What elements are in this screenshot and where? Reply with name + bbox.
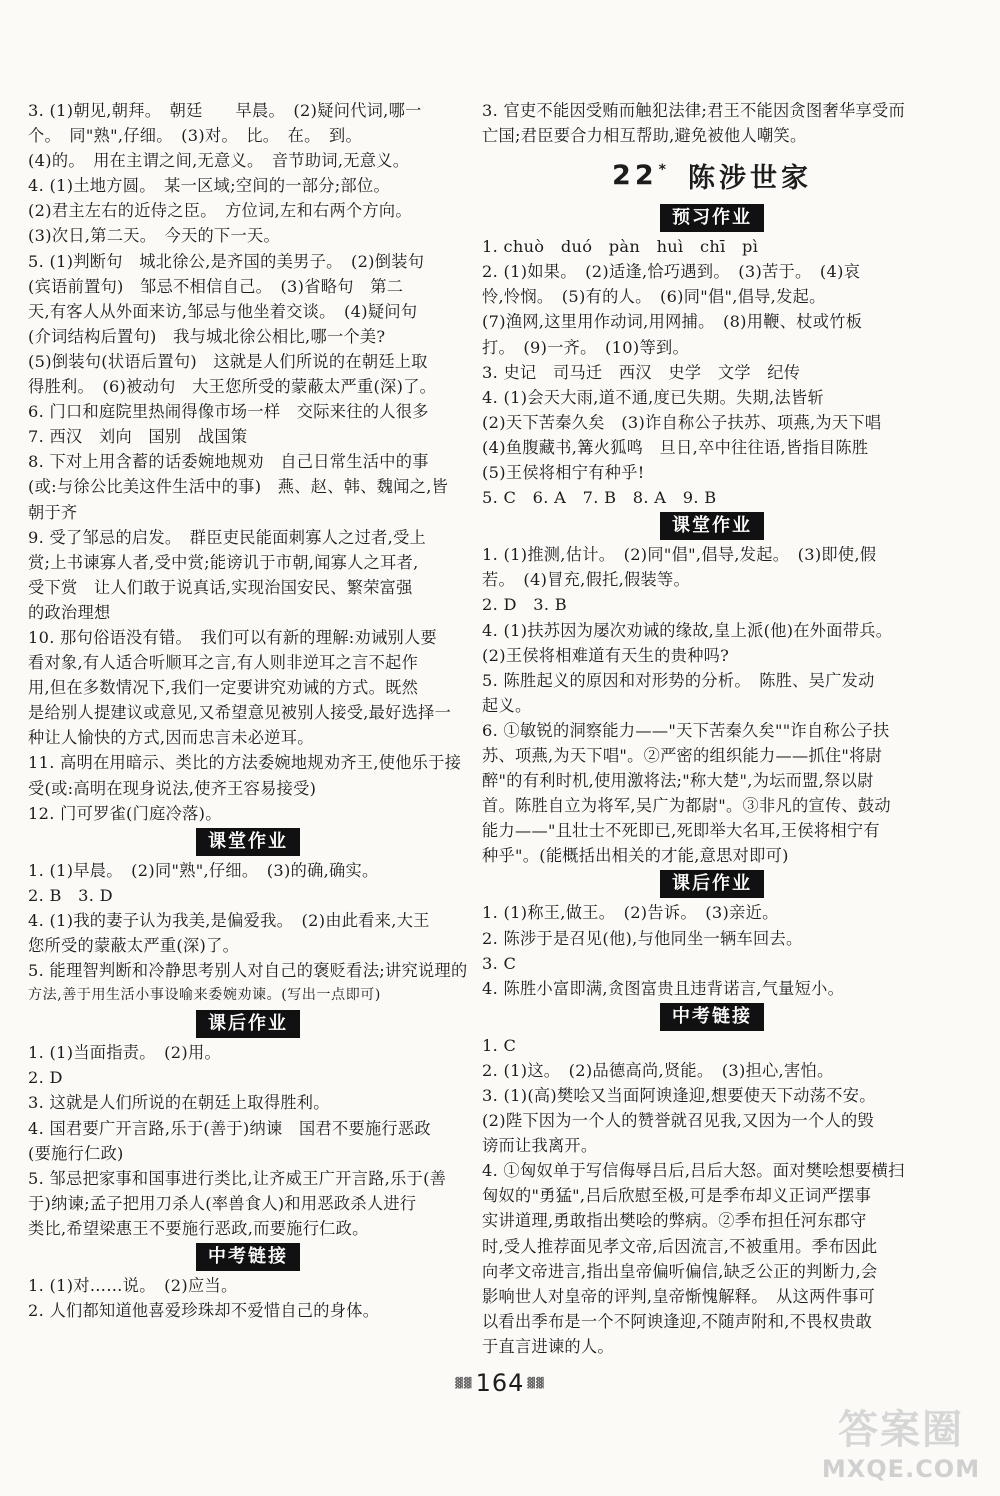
answer-line: (2)陛下因为一个人的赞誉就召见我,又因为一个人的毁	[482, 1111, 874, 1131]
answer-line: 3. 这就是人们所说的在朝廷上取得胜利。	[28, 1093, 330, 1113]
answer-line: 种乎"。(能概括出相关的才能,意思对即可)	[482, 846, 789, 866]
answer-line: 7. 西汉 刘向 国别 战国策	[28, 427, 248, 447]
answer-line: 2. (1)这。 (2)品德高尚,贤能。 (3)担心,害怕。	[482, 1060, 834, 1080]
answer-line: 12. 门可罗雀(门庭冷落)。	[28, 803, 222, 823]
answer-line: 5. 能理智判断和冷静思考别人对自己的褒贬看法;讲究说理的	[28, 961, 468, 981]
answer-line: (4)鱼腹藏书,篝火狐鸣 旦日,卒中往往语,皆指目陈胜	[482, 437, 869, 457]
answer-line: (2)王侯将相难道有天生的贵种吗?	[482, 645, 730, 665]
answer-line: 3. (1)(高)樊哙又当面阿谀逢迎,想要使天下动荡不安。	[482, 1086, 876, 1105]
answer-line: 8. 下对上用含蓄的话委婉地规劝 自己日常生活中的事	[28, 452, 429, 472]
answer-line: 于直言进谏的人。	[482, 1336, 614, 1356]
lesson-number	[612, 160, 670, 191]
page-number-ornament-left: ▓▓	[455, 1377, 473, 1389]
section-heading	[482, 202, 942, 234]
answer-line: 方法,善于用生活小事设喻来委婉劝谏。(写出一点即可)	[28, 987, 381, 1004]
answer-line: 向孝文帝进言,指出皇帝偏听偏信,缺乏公正的判断力,会	[482, 1261, 878, 1281]
answer-line: 2. D	[28, 1068, 63, 1088]
lesson-number-text: 22	[612, 159, 658, 191]
answer-line: 起义。	[482, 695, 532, 715]
answer-line: 类比,希望梁惠王不要施行恶政,而要施行仁政。	[28, 1218, 369, 1238]
watermark	[812, 1392, 990, 1488]
answer-line: (或:与徐公比美这件生活中的事) 燕、赵、韩、魏闻之,皆	[28, 477, 449, 497]
section-heading-label: 课堂作业	[196, 828, 300, 856]
left-column	[28, 98, 468, 1323]
answer-line: 个。 同"熟",仔细。 (3)对。 比。 在。 到。	[28, 126, 363, 146]
answer-line: 2. 人们都知道他喜爱珍珠却不爱惜自己的身体。	[28, 1301, 380, 1321]
answer-line: 9. 受了邹忌的启发。 群臣吏民能面刺寡人之过者,受上	[28, 527, 427, 547]
answer-line: 首。陈胜自立为将军,吴广为都尉"。③非凡的宣传、鼓动	[482, 796, 891, 816]
section-heading	[28, 826, 468, 858]
answer-line: 用,但在多数情况下,我们一定要讲究劝诫的方式。既然	[28, 678, 419, 698]
answer-line: 3. C	[482, 953, 517, 973]
page-number-ornament-right: ▓▓	[527, 1377, 545, 1389]
lesson-star-mark: *	[658, 161, 670, 178]
answer-line: (2)天下苦秦久矣 (3)诈自称公子扶苏、项燕,为天下唱	[482, 412, 882, 432]
watermark-logo: 答案圈	[838, 1406, 964, 1453]
answer-line: 受下赏 让人们敢于说真话,实现治国安民、繁荣富强	[28, 577, 413, 597]
answer-line: (5)王侯将相宁有种乎!	[482, 463, 645, 483]
answer-line: 影响世人对皇帝的评判,皇帝惭愧解释。 从这两件事可	[482, 1286, 876, 1306]
answer-line: 5. 邹忌把家事和国事进行类比,让齐威王广开言路,乐于(善	[28, 1168, 447, 1188]
answer-line: 3. (1)朝见,朝拜。 朝廷 早晨。 (2)疑问代词,哪一	[28, 101, 422, 120]
answer-line: 10. 那句俗语没有错。 我们可以有新的理解:劝诫别人要	[28, 627, 437, 647]
answer-line: 若。 (4)冒充,假托,假装等。	[482, 570, 690, 590]
answer-line: 1. (1)当面指责。 (2)用。	[28, 1043, 221, 1063]
answer-line: 天,有客人从外面来访,邹忌与他坐着交谈。 (4)疑问句	[28, 301, 418, 321]
answer-line: 4. (1)我的妻子认为我美,是偏爱我。 (2)由此看来,大王	[28, 910, 430, 930]
section-heading-label: 课堂作业	[660, 512, 764, 540]
lesson-title-text: 陈涉世家	[687, 162, 812, 194]
section-heading	[482, 868, 942, 900]
section-heading-label: 课后作业	[660, 870, 764, 898]
answer-line: 2. D 3. B	[482, 595, 567, 615]
answer-line: 于)纳谏;孟子把用刀杀人(率兽食人)和用恶政杀人进行	[28, 1193, 417, 1213]
answer-line: 1. C	[482, 1035, 517, 1055]
section-heading-label: 课后作业	[196, 1010, 300, 1038]
answer-line: 5. 陈胜起义的原因和对形势的分析。 陈胜、吴广发动	[482, 670, 875, 690]
answer-line: 种让人愉快的方式,因而忠言未必逆耳。	[28, 728, 314, 748]
answer-line: 看对象,有人适合听顺耳之言,有人则非逆耳之言不起作	[28, 653, 419, 673]
page-number-text: 164	[475, 1369, 525, 1397]
answer-line: 匈奴的"勇猛",吕后欣慰至极,可是季布却义正词严摆事	[482, 1186, 872, 1206]
section-heading	[28, 1008, 468, 1040]
answer-line: 1. (1)称王,做王。 (2)告诉。 (3)亲近。	[482, 903, 779, 923]
answer-line: 11. 高明在用暗示、类比的方法委婉地规劝齐王,使他乐于接	[28, 753, 462, 773]
answer-line: (2)君主左右的近侍之臣。 方位词,左和右两个方向。	[28, 201, 412, 221]
answer-line: 实讲道理,勇敢指出樊哙的弊病。②季布担任河东郡守	[482, 1211, 867, 1231]
section-heading-label: 中考链接	[660, 1003, 764, 1031]
answer-line: 5. (1)判断句 城北徐公,是齐国的美男子。 (2)倒装句	[28, 251, 425, 271]
answer-line: (宾语前置句) 邹忌不相信自己。 (3)省略句 第二	[28, 276, 404, 296]
answer-line: 5. C 6. A 7. B 8. A 9. B	[482, 488, 717, 508]
answer-line: 4. (1)会天大雨,道不通,度已失期。失期,法皆斩	[482, 387, 824, 407]
answer-line: 1. chuò duó pàn huì chī pì	[482, 237, 759, 257]
lesson-title	[482, 148, 942, 202]
answer-line: 打。 (9)一齐。 (10)等到。	[482, 337, 689, 357]
answer-line: (3)次日,第二天。 今天的下一天。	[28, 226, 280, 246]
section-heading-label: 中考链接	[196, 1243, 300, 1271]
answer-line: 4. 国君要广开言路,乐于(善于)纳谏 国君不要施行恶政	[28, 1118, 431, 1138]
section-heading	[482, 510, 942, 542]
answer-line: 3. 官吏不能因受贿而触犯法律;君王不能因贪图奢华享受而	[482, 101, 905, 120]
section-heading-label: 预习作业	[660, 204, 764, 232]
answer-line: (介词结构后置句) 我与城北徐公相比,哪一个美?	[28, 326, 386, 346]
right-column	[482, 98, 942, 1359]
answer-line: 得胜利。 (6)被动句 大王您所受的蒙蔽太严重(深)了。	[28, 377, 437, 397]
answer-line: 的政治理想	[28, 602, 111, 622]
section-heading	[482, 1001, 942, 1033]
answer-line: 2. 陈涉于是召见(他),与他同坐一辆车回去。	[482, 928, 803, 948]
answer-line: 怜,怜悯。 (5)有的人。 (6)同"倡",倡导,发起。	[482, 287, 826, 307]
page-number	[455, 1367, 545, 1399]
answer-line: 能力——"且壮士不死即已,死即举大名耳,王侯将相宁有	[482, 821, 880, 841]
answer-line: 1. (1)推测,估计。 (2)同"倡",倡导,发起。 (3)即使,假	[482, 545, 877, 565]
answer-line: (4)的。 用在主谓之间,无意义。 音节助词,无意义。	[28, 151, 410, 171]
answer-line: 4. (1)土地方圆。 某一区域;空间的一部分;部位。	[28, 176, 390, 196]
answer-line: 醉"的有利时机,使用激将法;"称大楚",为坛而盟,祭以尉	[482, 771, 874, 791]
answer-line: 6. 门口和庭院里热闹得像市场一样 交际来往的人很多	[28, 402, 429, 422]
answer-line: 2. (1)如果。 (2)适逢,恰巧遇到。 (3)苦于。 (4)哀	[482, 262, 861, 282]
answer-line: (要施行仁政)	[28, 1143, 124, 1163]
watermark-url: MXQE.COM	[821, 1454, 981, 1483]
answer-line: 6. ①敏锐的洞察能力——"天下苦秦久矣""诈自称公子扶	[482, 720, 890, 740]
answer-line: 受(或:高明在现身说法,使齐王容易接受)	[28, 778, 317, 798]
answer-line: 4. 陈胜小富即满,贪图富贵且违背诺言,气量短小。	[482, 978, 845, 998]
answer-line: 1. (1)早晨。 (2)同"熟",仔细。 (3)的确,确实。	[28, 860, 379, 880]
answer-line: 4. (1)扶苏因为屡次劝诫的缘故,皇上派(他)在外面带兵。	[482, 620, 893, 640]
answer-line: 亡国;君臣要合力相互帮助,避免被他人嘲笑。	[482, 126, 807, 146]
answer-line: 3. 史记 司马迁 西汉 史学 文学 纪传	[482, 362, 801, 382]
answer-line: 谤而让我离开。	[482, 1136, 598, 1156]
answer-line: (7)渔网,这里用作动词,用网捕。 (8)用鞭、杖或竹板	[482, 312, 863, 332]
answer-line: 朝于齐	[28, 502, 78, 522]
answer-line: 是给别人提建议或意见,又希望意见被别人接受,最好选择一	[28, 703, 452, 723]
section-heading	[28, 1241, 468, 1273]
answer-line: 1. (1)对……说。 (2)应当。	[28, 1276, 238, 1296]
answer-line: 赏;上书谏寡人者,受中赏;能谤讥于市朝,闻寡人之耳者,	[28, 552, 419, 572]
answer-line: 2. B 3. D	[28, 885, 113, 905]
answer-line: (5)倒装句(状语后置句) 这就是人们所说的在朝廷上取	[28, 351, 428, 371]
answer-line: 苏、项燕,为天下唱"。②严密的组织能力——抓住"将尉	[482, 745, 883, 765]
answer-line: 时,受人推荐面见孝文帝,后因流言,不被重用。季布因此	[482, 1236, 878, 1256]
answer-line: 4. ①匈奴单于写信侮辱吕后,吕后大怒。面对樊哙想要横扫	[482, 1161, 905, 1181]
answer-line: 以看出季布是一个不阿谀逢迎,不随声附和,不畏权贵敢	[482, 1311, 873, 1331]
answer-line: 您所受的蒙蔽太严重(深)了。	[28, 936, 240, 955]
